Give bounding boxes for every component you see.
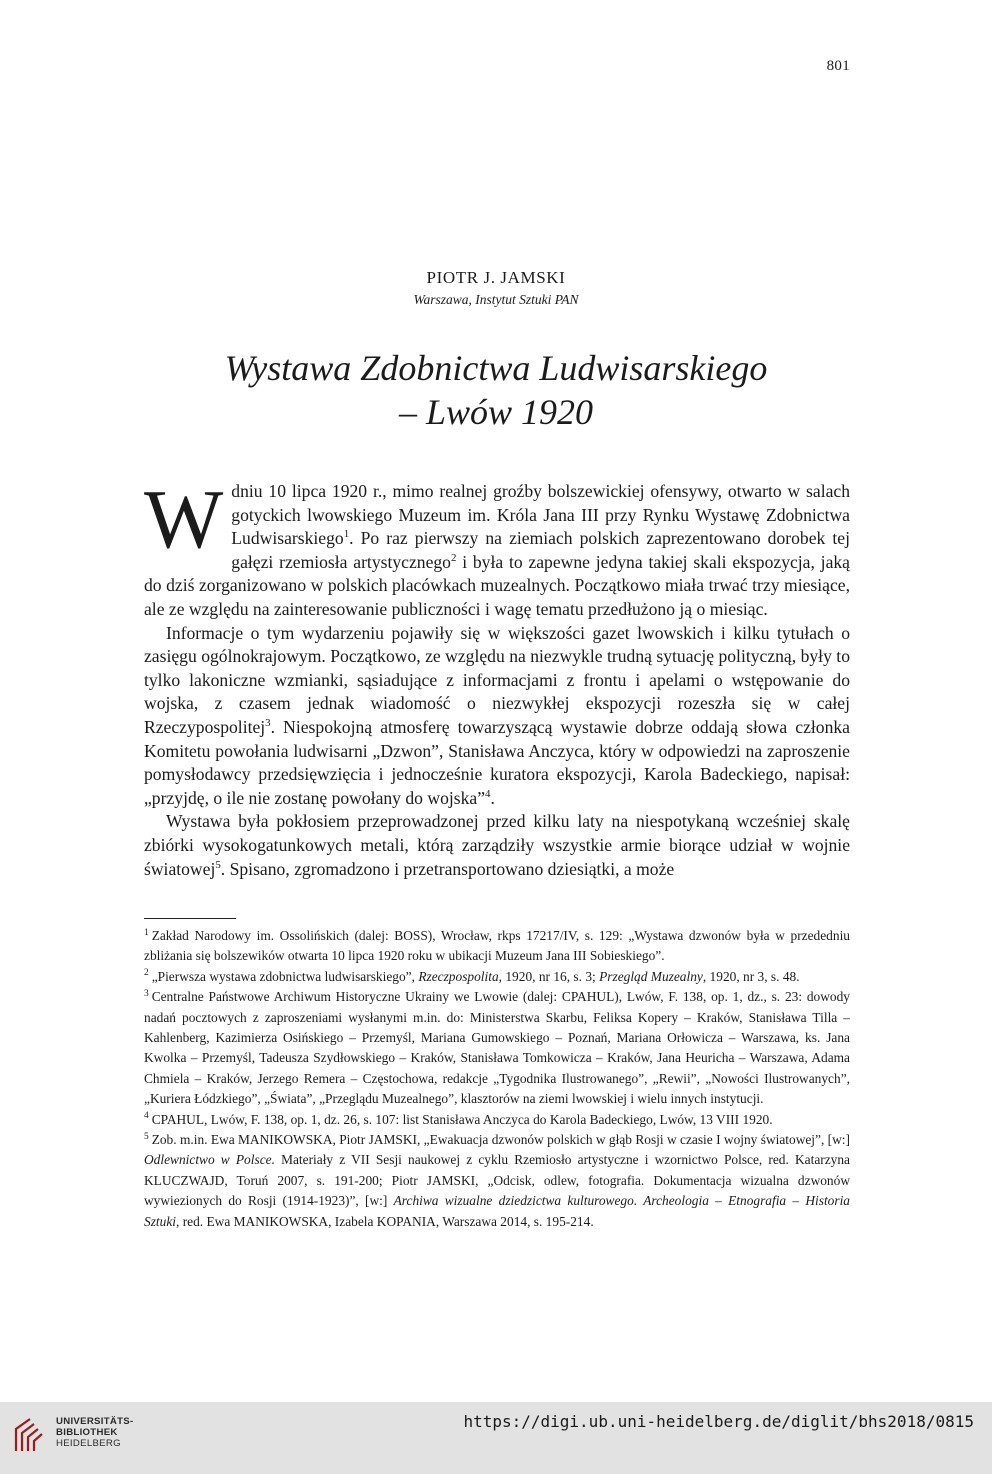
footnote-ref-4[interactable]: 4 (485, 787, 491, 800)
paragraph-1-text-b: . Po raz pierwszy na ziemiach polskich zaprezentowano dorobek tej gałęzi rzemiosła artystycznego (231, 528, 850, 572)
footnote-2-italic-b: Przegląd Muzealny (599, 968, 703, 984)
paragraph-3-text-a: Wystawa była pokłosiem przeprowadzonej przed kilku laty na niespotykaną wcześniej skalę zbiórki wysokogatunkowych metali, którą zarządziły wszystkie armie biorące udział w wojnie światowej (144, 811, 850, 879)
footnote-2-italic-a: Rzeczpospolita (418, 968, 499, 984)
footnote-1 (144, 926, 850, 967)
paragraph-1-text-a: dniu 10 lipca 1920 r., mimo realnej groźby bolszewickiej ofensywy, otwarto w salach gotyckich lwowskiego Muzeum im. Króla Jana III przy Rynku Wystawę Zdobnictwa Ludwisarskiego (231, 481, 850, 549)
author-affiliation: Warszawa, Instytut Sztuki PAN (413, 292, 579, 307)
footnote-2-number: 2 (144, 968, 149, 979)
paragraph-2-text-b: . Niespokojną atmosferę towarzyszącą wystawie dobrze oddają słowa członka Komitetu powołania ludwisarni „Dzwon”, Stanisława Anczyca, który w odpowiedzi na zaproszenie pomysłodawcy przedsięwzięcia i jednocześnie kuratora ekspozycji, Karola Badeckiego, napisał: „przyjdę, o ile nie zostanę powołany do wojska” (144, 716, 850, 808)
footnote-5-italic-a: Odlewnictwo w Polsce. (144, 1152, 275, 1168)
footnote-1-number: 1 (144, 927, 149, 938)
logo-line-1: UNIVERSITÄTS- (56, 1416, 134, 1427)
logo-line-2: BIBLIOTHEK (56, 1427, 118, 1438)
source-url-link[interactable]: https://digi.ub.uni-heidelberg.de/diglit/bhs2018/0815 (463, 1412, 974, 1431)
library-logo-text (56, 1416, 133, 1449)
footnote-5-text-b: Materiały z VII Sesji naukowej z cyklu Rzemiosło artystyczne i wzornictwo Polsce, red. Katarzyna KLUCZWAJD, Toruń 2007, s. 191-200; Piotr JAMSKI, „Odcisk, odlew, fotografia. Dokumentacja wizualna dzwonów wywiezionych do Rosji (1914-1923)”, [w:] (144, 1152, 851, 1209)
footnote-5-italic-b: Archiwa wizualne dziedzictwa kulturowego. Archeologia – Etnografia – Historia Sztuki (144, 1193, 850, 1229)
footnote-5-text-a: Zob. m.in. Ewa MANIKOWSKA, Piotr JAMSKI, „Ewakuacja dzwonów polskich w głąb Rosji w czasie I wojny światowej”, [w:] (151, 1132, 850, 1148)
paragraph-2-text-a: Informacje o tym wydarzeniu pojawiły się w większości gazet lwowskich i kilku tytułach o zasięgu ogólnokrajowym. Początkowo, ze względu na niezwykle trudną sytuację polityczną, były to tylko lakoniczne wzmianki, sąsiadujące z informacjami z frontu i apelami o wstępowanie do wojska, z czasem jednak wiadomość o niezwykłej ekspozycji rozeszła się w całej Rzeczypospolitej (144, 622, 850, 737)
footnote-2-text-a: „Pierwsza wystawa zdobnictwa ludwisarskiego”, (151, 968, 419, 984)
article-title (0, 346, 992, 434)
page-number: 801 (826, 58, 850, 74)
footer-bar (0, 1402, 992, 1474)
footnote-5-number: 5 (144, 1131, 149, 1142)
footnote-divider (144, 918, 236, 919)
library-logo-icon[interactable] (12, 1415, 52, 1455)
logo-line-3: HEIDELBERG (56, 1438, 121, 1449)
footnotes (144, 926, 850, 1232)
paragraph-1 (144, 473, 850, 622)
footnote-3-number: 3 (144, 988, 149, 999)
footnote-2 (144, 967, 850, 987)
footnote-5 (144, 1130, 850, 1232)
title-line-1: Wystawa Zdobnictwa Ludwisarskiego (224, 348, 768, 388)
footnote-4-text: CPAHUL, Lwów, F. 138, op. 1, dz. 26, s. 107: list Stanisława Anczyca do Karola Badeckiego, Lwów, 13 VIII 1920. (151, 1111, 773, 1127)
paragraph-2-text-c: . (490, 787, 495, 808)
footnote-5-text-c: , red. Ewa MANIKOWSKA, Izabela KOPANIA, Warszawa 2014, s. 195-214. (176, 1213, 594, 1229)
footnote-3 (144, 987, 850, 1109)
footnote-4 (144, 1110, 850, 1130)
footnote-2-text-b: , 1920, nr 16, s. 3; (498, 968, 600, 984)
paragraph-3-text-b: . Spisano, zgromadzono i przetransportowano dziesiątki, a może (220, 858, 675, 879)
paragraph-2 (144, 622, 850, 811)
footnote-3-text: Centralne Państwowe Archiwum Historyczne Ukrainy we Lwowie (dalej: CPAHUL), Lwów, F. 138, op. 1, dz., s. 23: dowody nadań pocztowych z zaproszeniami wysłanymi m.in. do: Ministerstwa Skarbu, Feliksa Kopery – Kraków, Stanisława Tilla – Kahlenberg, Kazimierza Osińskiego – Przemyśl, Mariana Gumowskiego – Poznań, Mariana Orłowicza – Warszawa, ks. Jana Kwolka – Przemyśl, Tadeusza Szydłowskiego – Kraków, Stanisława Tomkowicza – Kraków, Jana Heuricha – Warszawa, Adama Chmiela – Kraków, Jerzego Remera – Częstochowa, redakcje „Tygodnika Ilustrowanego”, „Rewii”, „Nowości Ilustrowanych”, „Kuriera Łódzkiego”, „Świata”, „Przeglądu Muzealnego”, klasztorów na ziemi lwowskiej i wielu innych instytucji. (144, 989, 850, 1107)
paragraph-3 (144, 810, 850, 881)
footnote-ref-3[interactable]: 3 (265, 717, 271, 730)
footnote-1-text: Zakład Narodowy im. Ossolińskich (dalej: BOSS), Wrocław, rkps 17217/IV, s. 129: „Wystawa dzwonów była w przededniu zbliżania się bolszewików otwarta 10 lipca 1920 roku w ubikacji Muzeum Jana III Sobieskiego”. (144, 928, 850, 964)
footnote-ref-1[interactable]: 1 (343, 528, 350, 541)
footnote-ref-5[interactable]: 5 (215, 858, 221, 871)
title-line-2: – Lwów 1920 (398, 392, 594, 432)
author-name: PIOTR J. JAMSKI (426, 268, 566, 287)
footnote-2-text-c: , 1920, nr 3, s. 48. (702, 968, 800, 984)
paragraph-1-text-c: i była to zapewne jedyna takiej skali ekspozycja, jaką do dziś zorganizowano w polskich placówkach muzealnych. Początkowo miała trwać trzy miesiące, ale ze względu na zainteresowanie publiczności i wagę tematu przedłużono ją o miesiąc. (144, 551, 850, 619)
footnote-ref-2[interactable]: 2 (450, 551, 457, 564)
footnote-4-number: 4 (144, 1111, 149, 1122)
article-body (144, 473, 850, 881)
drop-cap: W (144, 473, 224, 566)
